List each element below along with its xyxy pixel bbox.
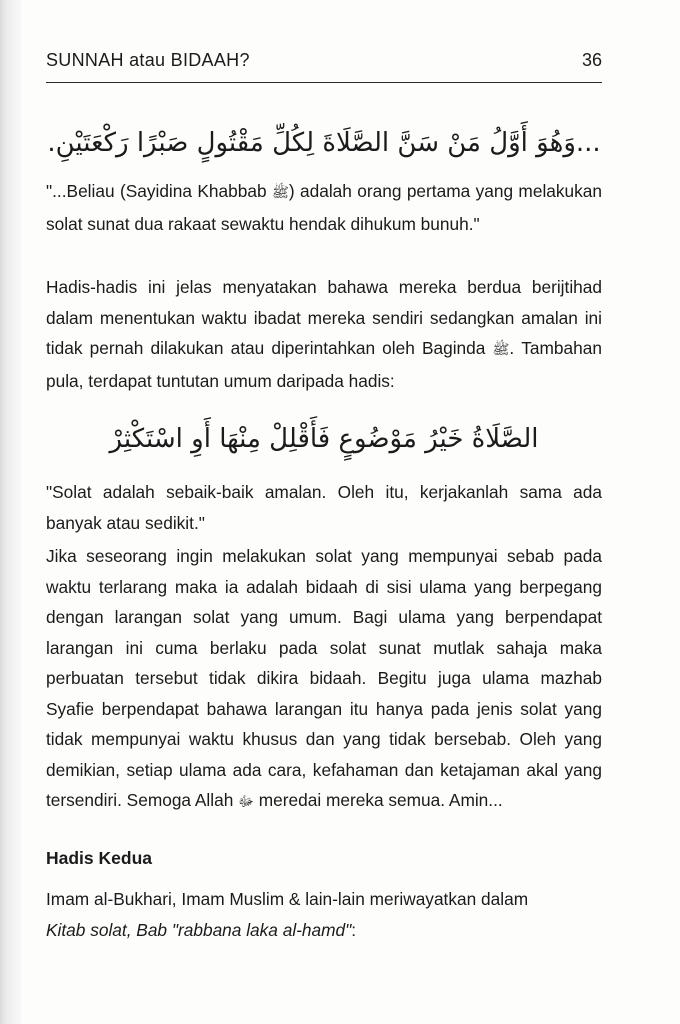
p4-text-start: Jika seseorang ingin melakukan solat yang mempunyai sebab pada waktu terlarang maka ia adalah bidaah di sisi ulama yang berpegang dengan larangan solat yang umum. Bagi ulama yang berpendapat larangan ini cuma berlaku pada solat sunat mutlak sahaja maka perbuatan tersebut tidak dikira bidaah. Begitu juga ulama mazhab Syafie berpendapat bahawa larangan itu hanya pada jenis solat yang tidak mempunyai waktu khusus dan yang tidak bersebab. Oleh yang demikian, setiap ulama ada cara, kefahaman dan ketajaman akal yang tersendiri. Semoga Allah	[46, 546, 602, 810]
page-number: 36	[581, 50, 602, 70]
translation-paragraph-3: "Solat adalah sebaik-baik amalan. Oleh itu, kerjakanlah sama ada banyak atau sedikit."	[46, 482, 602, 533]
p6-book-reference: Kitab solat, Bab "rabbana laka al-hamd"	[46, 919, 352, 940]
arabic-quote-2: الصَّلَاةُ خَيْرُ مَوْضُوعٍ فَأَقْلِلْ مِنْهَا أَوِ اسْتَكْثِرْ	[109, 424, 539, 454]
p6-text-end: :	[351, 919, 357, 940]
p1-text-start: "...Beliau (Sayidina Khabbab	[46, 181, 272, 201]
honorific-symbol: ﷺ	[271, 185, 289, 201]
p2-text-end: . Tambahan pula, terdapat tuntutan umum daripada hadis:	[46, 338, 602, 391]
body-paragraph-2	[46, 272, 602, 396]
p1-text-end: ) adalah orang pertama yang melakukan solat sunat dua rakaat sewaktu hendak dihukum bunuh."	[46, 181, 603, 234]
running-title: SUNNAH atau BIDAAH?	[46, 50, 250, 70]
body-paragraph-4	[46, 541, 602, 818]
translation-paragraph-1	[46, 176, 602, 239]
p2-text-start: Hadis-hadis ini jelas menyatakan bahawa mereka berdua berijtihad dalam menentukan waktu ibadat mereka sendiri sedangkan amalan ini tidak pernah dilakukan atau diperintahkan oleh Baginda	[46, 277, 602, 358]
running-header	[46, 50, 602, 83]
honorific-symbol: ﷺ	[492, 342, 510, 358]
p4-text-end: meredai mereka semua. Amin...	[253, 790, 503, 810]
page-gutter-shadow	[0, 0, 22, 1024]
body-paragraph-6	[46, 884, 602, 945]
section-heading: Hadis Kedua	[46, 848, 152, 868]
honorific-symbol: ﷻ	[238, 794, 254, 810]
p6-text-line: Imam al-Bukhari, Imam Muslim & lain-lain meriwayatkan dalam	[46, 889, 529, 909]
arabic-quote-1: ...وَهُوَ أَوَّلُ مَنْ سَنَّ الصَّلَاةَ لِكُلِّ مَقْتُولٍ صَبْرًا رَكْعَتَيْنِ.	[47, 128, 601, 158]
